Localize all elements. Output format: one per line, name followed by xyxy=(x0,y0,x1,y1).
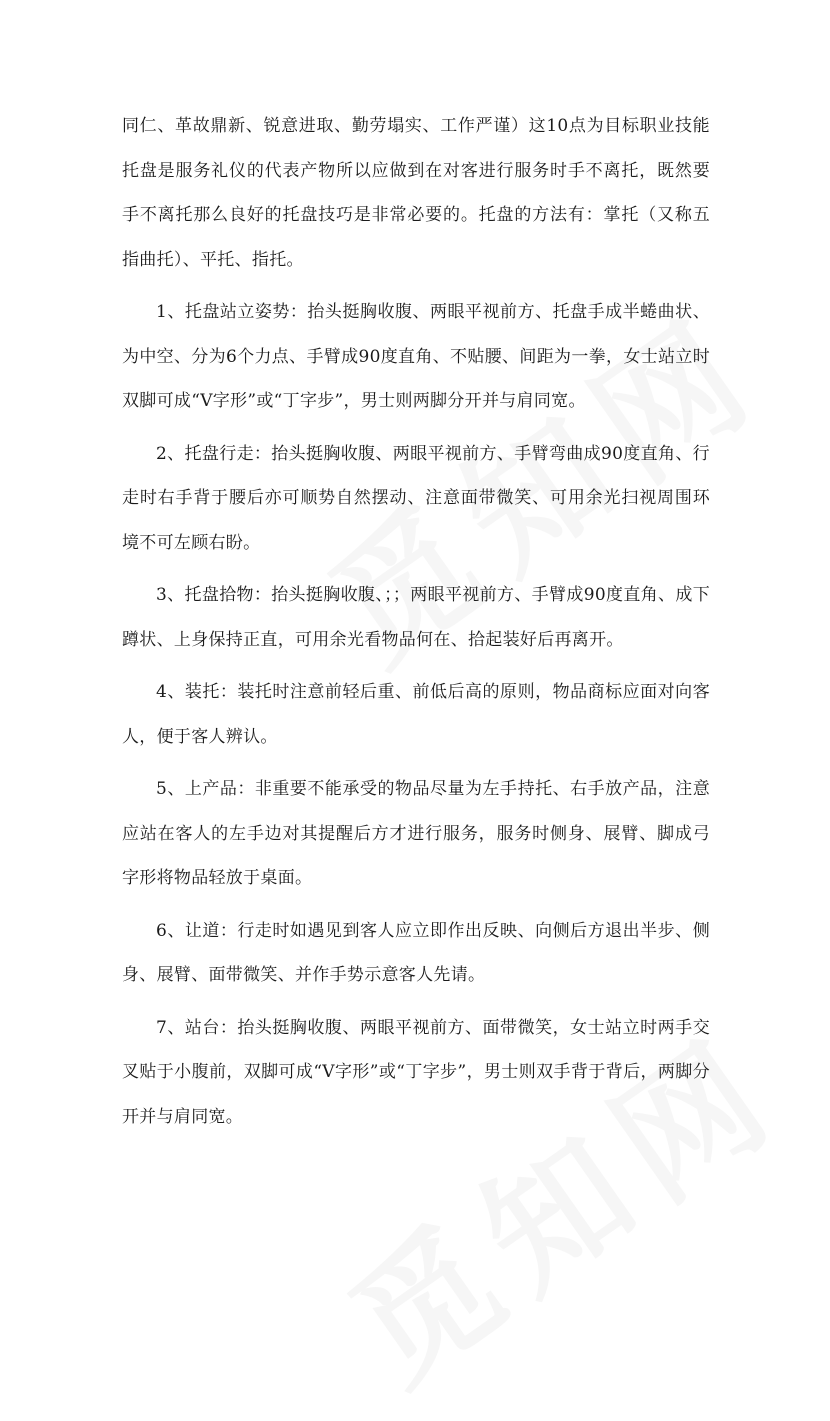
paragraph-tray-loading: 4、装托：装托时注意前轻后重、前低后高的原则，物品商标应面对向客人，便于客人辨认。 xyxy=(122,682,710,747)
paragraph-giving-way: 6、让道：行走时如遇见到客人应立即作出反映、向侧后方退出半步、侧身、展臂、面带微笑、并作手势示意客人先请。 xyxy=(122,920,710,985)
document-body xyxy=(122,104,710,1147)
paragraph-tray-standing: 1、托盘站立姿势：抬头挺胸收腹、两眼平视前方、托盘手成半蜷曲状、为中空、分为6个力点、手臂成90度直角、不贴腰、间距为一拳，女士站立时双脚可成“V字形”或“丁字步”，男士则两脚分开并与肩同宽。 xyxy=(122,302,710,411)
paragraph-tray-pickup: 3、托盘拾物：抬头挺胸收腹、；；两眼平视前方、手臂成90度直角、成下蹲状、上身保持正直，可用余光看物品何在、拾起装好后再离开。 xyxy=(122,585,710,650)
paragraph-standing-station: 7、站台：抬头挺胸收腹、两眼平视前方、面带微笑，女士站立时两手交叉贴于小腹前，双脚可成“V字形”或“丁字步”，男士则双手背于背后，两脚分开并与肩同宽。 xyxy=(122,1017,710,1127)
paragraph-serving-products: 5、上产品：非重要不能承受的物品尽量为左手持托、右手放产品，注意应站在客人的左手边对其提醒后方才进行服务，服务时侧身、展臂、脚成弓字形将物品轻放于桌面。 xyxy=(122,779,710,888)
paragraph-intro: 同仁、革故鼎新、锐意进取、勤劳塌实、工作严谨）这10点为目标职业技能托盘是服务礼仪的代表产物所以应做到在对客进行服务时手不离托，既然要手不离托那么良好的托盘技巧是非常必要的。托盘的方法有：掌托（又称五指曲托）、平托、指托。 xyxy=(122,116,710,270)
paragraph-tray-walking: 2、托盘行走：抬头挺胸收腹、两眼平视前方、手臂弯曲成90度直角、行走时右手背于腰后亦可顺势自然摆动、注意面带微笑、可用余光扫视周围环境不可左顾右盼。 xyxy=(122,443,710,553)
